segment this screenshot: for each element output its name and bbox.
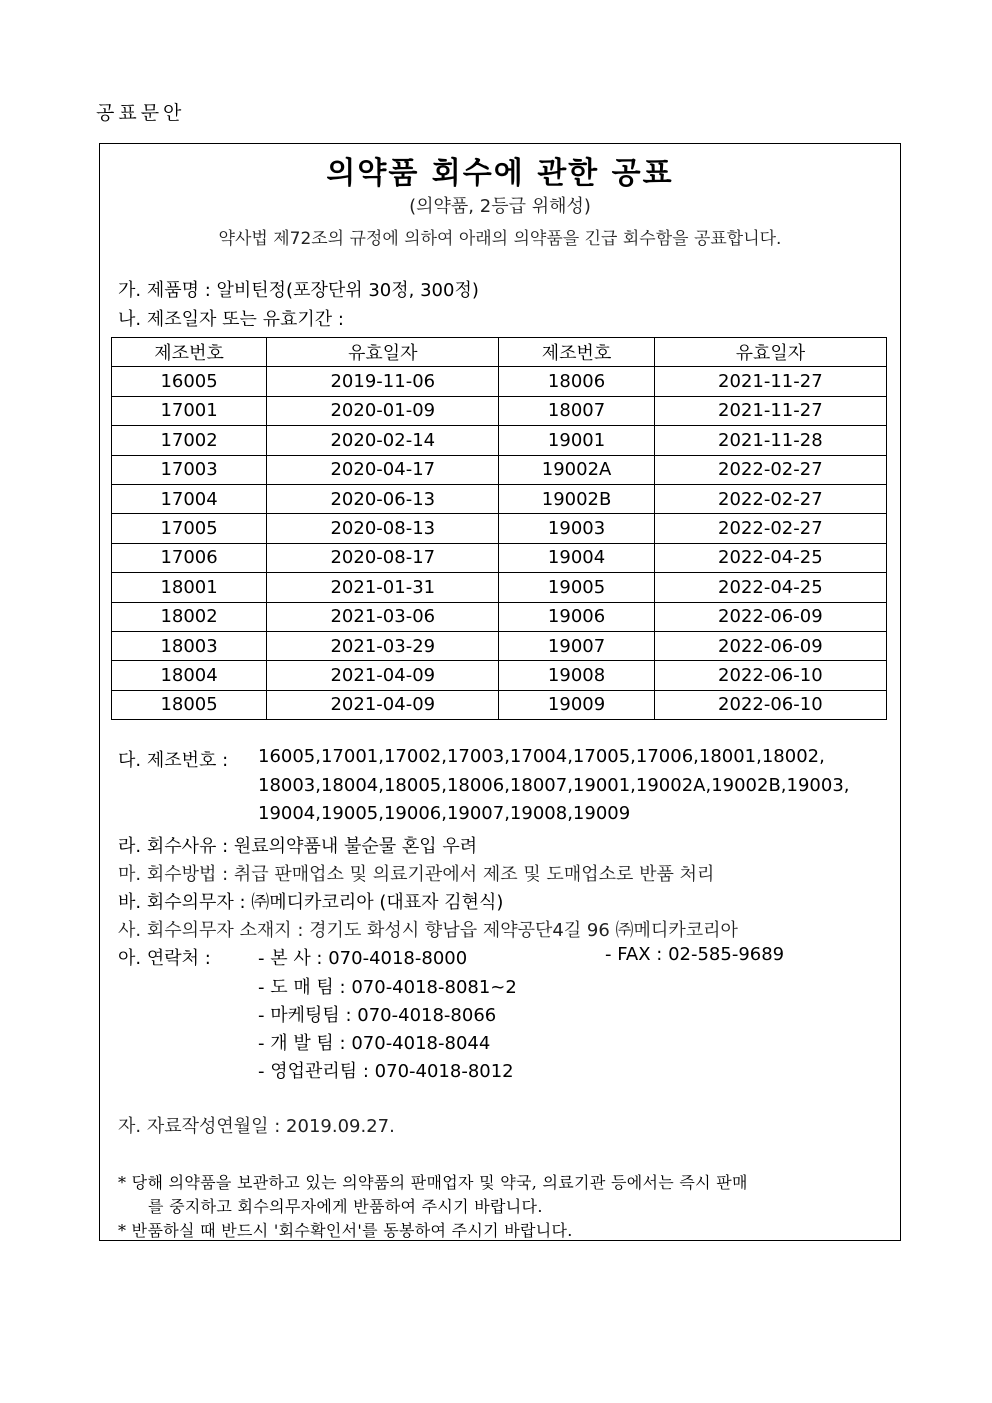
- obligor-address: 사. 회수의무자 소재지 : 경기도 화성시 향남읍 제약공단4길 96 ㈜메디카코리아: [118, 920, 738, 941]
- batch-number-cell: 17004: [112, 484, 267, 513]
- table-row: [112, 367, 887, 396]
- batch-number-cell: 17006: [112, 543, 267, 572]
- mfg-heading: 나. 제조일자 또는 유효기간 :: [118, 309, 344, 330]
- expiry-date-cell: 2021-04-09: [267, 661, 499, 690]
- expiry-date-cell: 2020-01-09: [267, 396, 499, 425]
- expiry-date-cell: 2020-08-17: [267, 543, 499, 572]
- header-expiry-1: 유효일자: [267, 338, 499, 367]
- subtitle: (의약품, 2등급 위해성): [409, 196, 591, 217]
- batch-number-cell: 18003: [112, 631, 267, 660]
- batch-number-cell: 17001: [112, 396, 267, 425]
- expiry-date-cell: 2021-11-27: [654, 367, 886, 396]
- expiry-date-cell: 2021-03-06: [267, 602, 499, 631]
- recall-method: 마. 회수방법 : 취급 판매업소 및 의료기관에서 제조 및 도매업소로 반품 처리: [118, 864, 715, 885]
- expiry-date-cell: 2022-02-27: [654, 484, 886, 513]
- batch-number-cell: 18002: [112, 602, 267, 631]
- batch-number-cell: 19009: [499, 690, 654, 719]
- batch-number-cell: 19001: [499, 426, 654, 455]
- expiry-date-cell: 2020-04-17: [267, 455, 499, 484]
- expiry-date-cell: 2021-11-28: [654, 426, 886, 455]
- contact-wholesale: - 도 매 팀 : 070-4018-8081~2: [258, 977, 517, 998]
- note-1-line-1: * 당해 의약품을 보관하고 있는 의약품의 판매업자 및 약국, 의료기관 등에서는 즉시 판매: [118, 1173, 748, 1192]
- expiry-date-cell: 2020-06-13: [267, 484, 499, 513]
- note-2: * 반품하실 때 반드시 '회수확인서'를 동봉하여 주시기 바랍니다.: [118, 1221, 573, 1240]
- contact-development: - 개 발 팀 : 070-4018-8044: [258, 1033, 491, 1054]
- expiry-date-cell: 2022-04-25: [654, 543, 886, 572]
- batch-number-cell: 18007: [499, 396, 654, 425]
- table-row: [112, 631, 887, 660]
- batch-number-cell: 19006: [499, 602, 654, 631]
- batch-line-2: 18003,18004,18005,18006,18007,19001,19002A,19002B,19003,: [258, 775, 850, 796]
- intro-text: 약사법 제72조의 규정에 의하여 아래의 의약품을 긴급 회수함을 공표합니다.: [218, 229, 782, 249]
- batch-number-cell: 19008: [499, 661, 654, 690]
- expiry-date-cell: 2022-06-09: [654, 631, 886, 660]
- table-row: [112, 455, 887, 484]
- batch-number-cell: 18001: [112, 573, 267, 602]
- batch-number-cell: 19002B: [499, 484, 654, 513]
- table-row: [112, 690, 887, 719]
- batch-number-cell: 17003: [112, 455, 267, 484]
- page-title: 의약품 회수에 관한 공표: [326, 156, 674, 191]
- expiry-date-cell: 2022-02-27: [654, 455, 886, 484]
- table-row: [112, 543, 887, 572]
- expiry-date-cell: 2022-02-27: [654, 514, 886, 543]
- contact-label: 아. 연락처 :: [118, 948, 211, 969]
- batch-number-cell: 19007: [499, 631, 654, 660]
- expiry-date-cell: 2022-06-10: [654, 690, 886, 719]
- recall-obligor: 바. 회수의무자 : ㈜메디카코리아 (대표자 김현식): [118, 892, 504, 913]
- table-header-row: [112, 338, 887, 367]
- table-row: [112, 514, 887, 543]
- recall-table: [111, 337, 887, 720]
- contact-hq: - 본 사 : 070-4018-8000: [258, 948, 468, 969]
- table-row: [112, 573, 887, 602]
- expiry-date-cell: 2021-04-09: [267, 690, 499, 719]
- batch-number-cell: 19004: [499, 543, 654, 572]
- contact-sales-mgmt: - 영업관리팀 : 070-4018-8012: [258, 1061, 514, 1082]
- table-row: [112, 426, 887, 455]
- batch-number-cell: 18006: [499, 367, 654, 396]
- batch-line-3: 19004,19005,19006,19007,19008,19009: [258, 803, 631, 824]
- batch-number-cell: 19005: [499, 573, 654, 602]
- table-row: [112, 661, 887, 690]
- expiry-date-cell: 2022-04-25: [654, 573, 886, 602]
- expiry-date-cell: 2022-06-10: [654, 661, 886, 690]
- expiry-date-cell: 2019-11-06: [267, 367, 499, 396]
- batch-number-cell: 18005: [112, 690, 267, 719]
- header-batch-2: 제조번호: [499, 338, 654, 367]
- batch-number-cell: 18004: [112, 661, 267, 690]
- expiry-date-cell: 2020-02-14: [267, 426, 499, 455]
- batch-number-cell: 19002A: [499, 455, 654, 484]
- product-name: 가. 제품명 : 알비틴정(포장단위 30정, 300정): [118, 280, 479, 301]
- expiry-date-cell: 2020-08-13: [267, 514, 499, 543]
- header-expiry-2: 유효일자: [654, 338, 886, 367]
- document-label: 공표문안: [96, 102, 186, 124]
- batch-number-cell: 17005: [112, 514, 267, 543]
- batch-number-cell: 16005: [112, 367, 267, 396]
- table-row: [112, 396, 887, 425]
- table-row: [112, 602, 887, 631]
- batch-line-1: 16005,17001,17002,17003,17004,17005,17006,18001,18002,: [258, 746, 825, 767]
- expiry-date-cell: 2021-03-29: [267, 631, 499, 660]
- expiry-date-cell: 2021-01-31: [267, 573, 499, 602]
- batch-number-cell: 19003: [499, 514, 654, 543]
- announcement-box: [99, 143, 901, 1241]
- table-row: [112, 484, 887, 513]
- contact-fax: - FAX : 02-585-9689: [605, 944, 785, 965]
- expiry-date-cell: 2022-06-09: [654, 602, 886, 631]
- batch-number-cell: 17002: [112, 426, 267, 455]
- expiry-date-cell: 2021-11-27: [654, 396, 886, 425]
- date-written: 자. 자료작성연월일 : 2019.09.27.: [118, 1116, 395, 1137]
- note-1-line-2: 를 중지하고 회수의무자에게 반품하여 주시기 바랍니다.: [148, 1197, 543, 1216]
- batch-label: 다. 제조번호 :: [118, 750, 229, 771]
- contact-marketing: - 마케팅팀 : 070-4018-8066: [258, 1005, 497, 1026]
- recall-reason: 라. 회수사유 : 원료의약품내 불순물 혼입 우려: [118, 836, 478, 857]
- header-batch-1: 제조번호: [112, 338, 267, 367]
